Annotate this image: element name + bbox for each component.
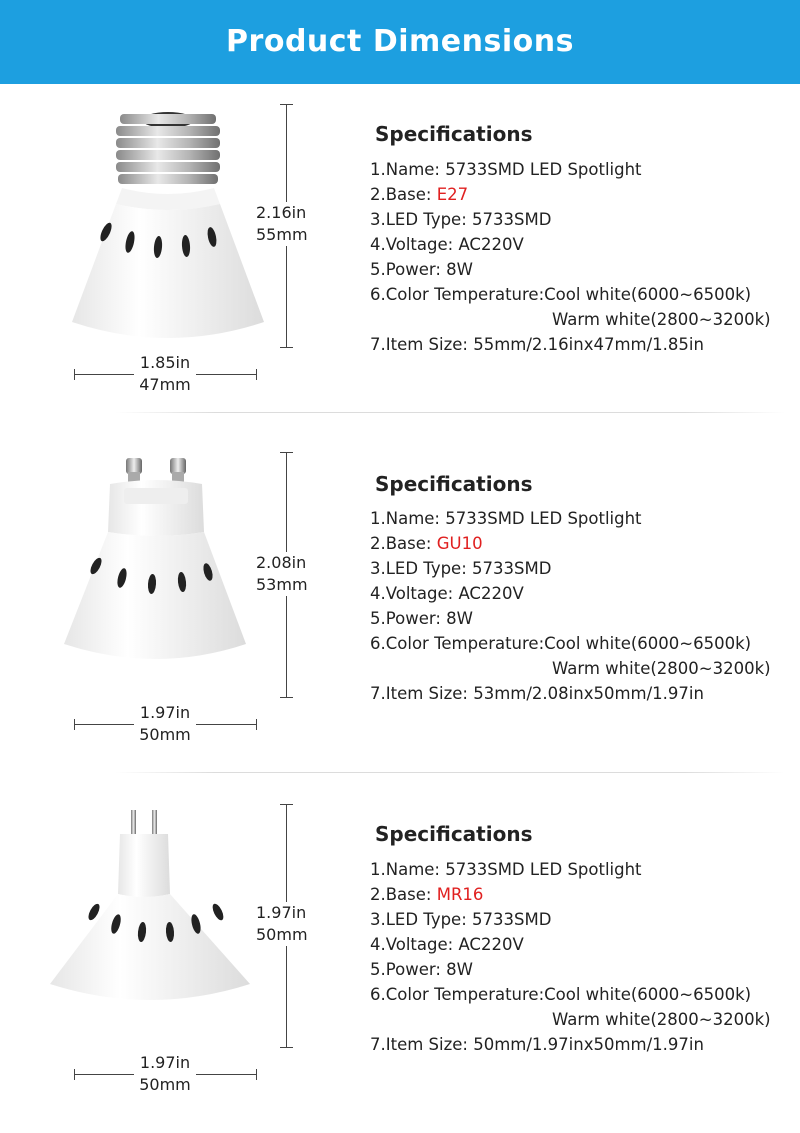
spec-list: [370, 857, 771, 1057]
spec-color-temp-warm: Warm white(2800~3200k): [552, 310, 771, 329]
spec-title: Specifications: [375, 122, 533, 146]
width-in: 1.97in: [139, 1053, 191, 1072]
spec-voltage: 4.Voltage: AC220V: [370, 235, 524, 254]
spec-voltage: 4.Voltage: AC220V: [370, 584, 524, 603]
spec-color-temp: 6.Color Temperature:Cool white(6000~6500k): [370, 985, 752, 1004]
width-mm: 50mm: [139, 1075, 191, 1094]
spec-color-temp: 6.Color Temperature:Cool white(6000~6500k): [370, 285, 752, 304]
height-mm: 50mm: [256, 925, 308, 944]
product-section-e27: [0, 84, 800, 434]
height-label: [256, 202, 308, 246]
height-in: 1.97in: [256, 903, 307, 922]
section-divider: [115, 412, 785, 413]
spec-item-size: 7.Item Size: 55mm/2.16inx47mm/1.85in: [370, 335, 704, 354]
height-label: [256, 552, 308, 596]
mr16-bulb-image: [40, 804, 280, 1084]
base-value: GU10: [436, 534, 483, 553]
spec-led-type: 3.LED Type: 5733SMD: [370, 210, 552, 229]
page-header: [0, 0, 800, 84]
spec-base: 2.Base: GU10: [370, 534, 483, 553]
width-mm: 50mm: [139, 725, 191, 744]
spec-item-size: 7.Item Size: 50mm/1.97inx50mm/1.97in: [370, 1035, 704, 1054]
page-title: Product Dimensions: [226, 24, 574, 59]
spec-led-type: 3.LED Type: 5733SMD: [370, 559, 552, 578]
spec-voltage: 4.Voltage: AC220V: [370, 935, 524, 954]
spec-name: 1.Name: 5733SMD LED Spotlight: [370, 509, 642, 528]
spec-list: [370, 157, 771, 357]
product-section-gu10: [0, 434, 800, 784]
width-mm: 47mm: [139, 375, 191, 394]
height-in: 2.08in: [256, 553, 307, 572]
spec-base: 2.Base: E27: [370, 185, 469, 204]
spec-title: Specifications: [375, 472, 533, 496]
base-value: E27: [436, 185, 469, 204]
section-divider: [115, 772, 785, 773]
spec-name: 1.Name: 5733SMD LED Spotlight: [370, 160, 642, 179]
width-in: 1.85in: [139, 353, 191, 372]
spec-power: 5.Power: 8W: [370, 609, 473, 628]
spec-list: [370, 506, 771, 706]
gu10-bulb-image: [40, 448, 280, 728]
spec-power: 5.Power: 8W: [370, 960, 473, 979]
width-in: 1.97in: [139, 703, 191, 722]
spec-color-temp: 6.Color Temperature:Cool white(6000~6500k): [370, 634, 752, 653]
spec-base: 2.Base: MR16: [370, 885, 484, 904]
height-mm: 53mm: [256, 575, 308, 594]
spec-name: 1.Name: 5733SMD LED Spotlight: [370, 860, 642, 879]
e27-bulb-image: [40, 92, 280, 372]
spec-title: Specifications: [375, 822, 533, 846]
product-section-mr16: [0, 784, 800, 1133]
height-in: 2.16in: [256, 203, 307, 222]
width-label: [134, 352, 196, 396]
spec-color-temp-warm: Warm white(2800~3200k): [552, 1010, 771, 1029]
spec-led-type: 3.LED Type: 5733SMD: [370, 910, 552, 929]
height-mm: 55mm: [256, 225, 308, 244]
width-label: [134, 702, 196, 746]
height-label: [256, 902, 308, 946]
spec-item-size: 7.Item Size: 53mm/2.08inx50mm/1.97in: [370, 684, 704, 703]
spec-power: 5.Power: 8W: [370, 260, 473, 279]
width-label: [134, 1052, 196, 1096]
spec-color-temp-warm: Warm white(2800~3200k): [552, 659, 771, 678]
base-value: MR16: [436, 885, 484, 904]
